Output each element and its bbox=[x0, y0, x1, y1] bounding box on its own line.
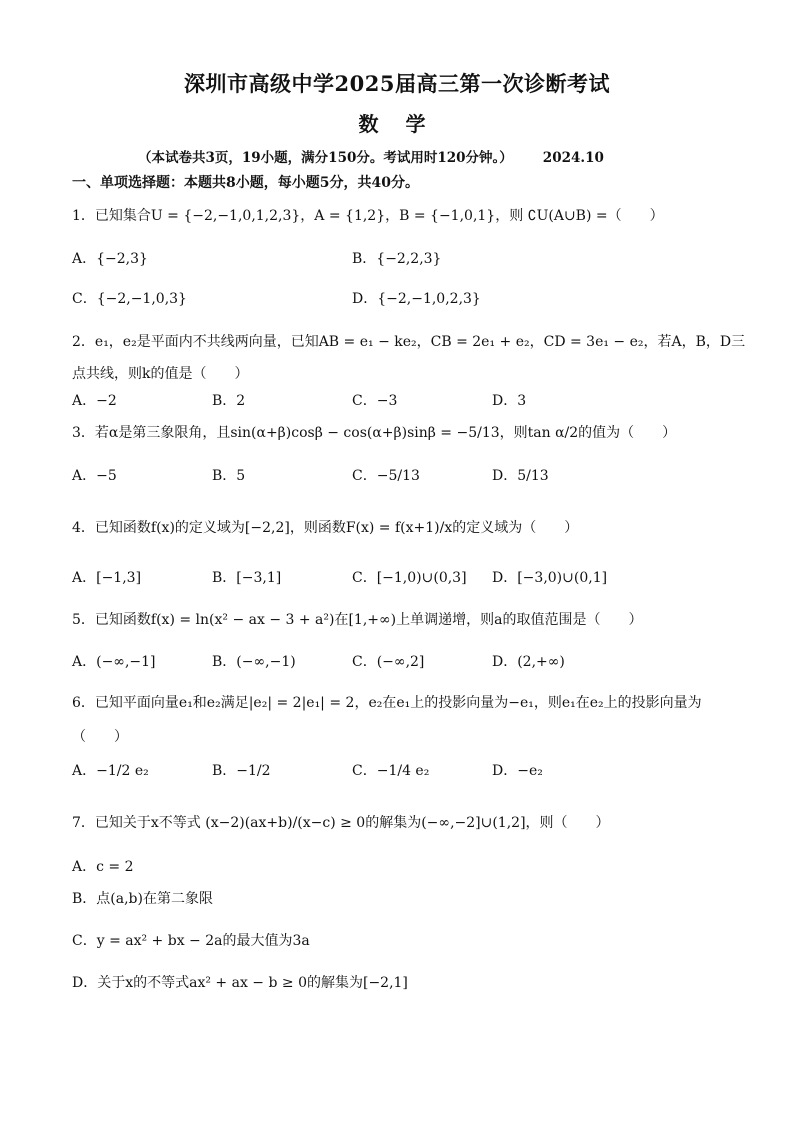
question-2-option-d: D．3 bbox=[492, 393, 527, 409]
question-1-stem: 1．已知集合U = {−2,−1,0,1,2,3}，A = {1,2}，B = {−1,0,1}，则 ∁U(A∪B) =（ ） bbox=[72, 208, 664, 224]
exam-date: 2024.10 bbox=[542, 150, 604, 166]
exam-note bbox=[138, 146, 604, 166]
exam-title: 深圳市高级中学2025届高三第一次诊断考试 bbox=[184, 71, 610, 96]
question-3-option-d: D．5/13 bbox=[492, 468, 549, 484]
question-4-stem: 4．已知函数f(x)的定义域为[−2,2]，则函数F(x) = f(x+1)/x的定义域为（ ） bbox=[72, 520, 579, 536]
question-3-option-c: C．−5/13 bbox=[352, 468, 420, 484]
question-2-option-c: C．−3 bbox=[352, 393, 398, 409]
question-6-stem: 6．已知平面向量e₁和e₂满足|e₂| = 2|e₁| = 2，e₂在e₁上的投影向量为−e₁，则e₁在e₂上的投影向量为 bbox=[72, 695, 702, 711]
question-4-option-d: D．[−3,0)∪(0,1] bbox=[492, 570, 608, 586]
question-1-option-c: C．{−2,−1,0,3} bbox=[72, 291, 187, 307]
question-6-option-d: D．−e₂ bbox=[492, 763, 543, 779]
question-5-option-c: C．(−∞,2] bbox=[352, 654, 425, 670]
question-6-option-b: B．−1/2 bbox=[212, 763, 271, 779]
question-5-option-a: A．(−∞,−1] bbox=[72, 654, 156, 670]
question-7-option-d: D．关于x的不等式ax² + ax − b ≥ 0的解集为[−2,1] bbox=[72, 975, 408, 991]
question-6-option-a: A．−1/2 e₂ bbox=[72, 763, 149, 779]
question-4-option-b: B．[−3,1] bbox=[212, 570, 282, 586]
question-2-option-a: A．−2 bbox=[72, 393, 117, 409]
question-5-option-b: B．(−∞,−1) bbox=[212, 654, 296, 670]
question-2-stem-cont: 点共线，则k的值是（ ） bbox=[72, 366, 249, 382]
question-1-option-d: D．{−2,−1,0,2,3} bbox=[352, 291, 481, 307]
question-2-option-b: B．2 bbox=[212, 393, 246, 409]
question-7-option-b: B．点(a,b)在第二象限 bbox=[72, 891, 213, 907]
question-4-option-a: A．[−1,3] bbox=[72, 570, 142, 586]
exam-instructions: （本试卷共3页，19小题，满分150分。考试用时120分钟。） bbox=[138, 150, 513, 166]
subject-title: 数 学 bbox=[358, 112, 436, 136]
question-1-option-b: B．{−2,2,3} bbox=[352, 251, 442, 267]
question-6-option-c: C．−1/4 e₂ bbox=[352, 763, 430, 779]
question-7-option-c: C．y = ax² + bx − 2a的最大值为3a bbox=[72, 933, 310, 949]
question-7-stem: 7．已知关于x不等式 (x−2)(ax+b)/(x−c) ≥ 0的解集为(−∞,−2]∪(1,2]，则（ ） bbox=[72, 815, 610, 831]
question-5-option-d: D．(2,+∞) bbox=[492, 654, 565, 670]
question-6-stem-cont: （ ） bbox=[72, 729, 128, 745]
question-1-option-a: A．{−2,3} bbox=[72, 251, 148, 267]
section-heading: 一、单项选择题：本题共8小题，每小题5分，共40分。 bbox=[72, 175, 419, 191]
question-4-option-c: C．[−1,0)∪(0,3] bbox=[352, 570, 467, 586]
question-2-stem: 2．e₁，e₂是平面内不共线两向量，已知AB = e₁ − ke₂，CB = 2e₁ + e₂，CD = 3e₁ − e₂，若A，B，D三 bbox=[72, 334, 746, 350]
question-5-stem: 5．已知函数f(x) = ln(x² − ax − 3 + a²)在[1,+∞)上单调递增，则a的取值范围是（ ） bbox=[72, 612, 643, 628]
question-3-option-a: A．−5 bbox=[72, 468, 117, 484]
question-3-option-b: B．5 bbox=[212, 468, 246, 484]
question-7-option-a: A．c = 2 bbox=[72, 859, 134, 875]
question-3-stem: 3．若α是第三象限角，且sin(α+β)cosβ − cos(α+β)sinβ = −5/13，则tan α/2的值为（ ） bbox=[72, 425, 677, 441]
